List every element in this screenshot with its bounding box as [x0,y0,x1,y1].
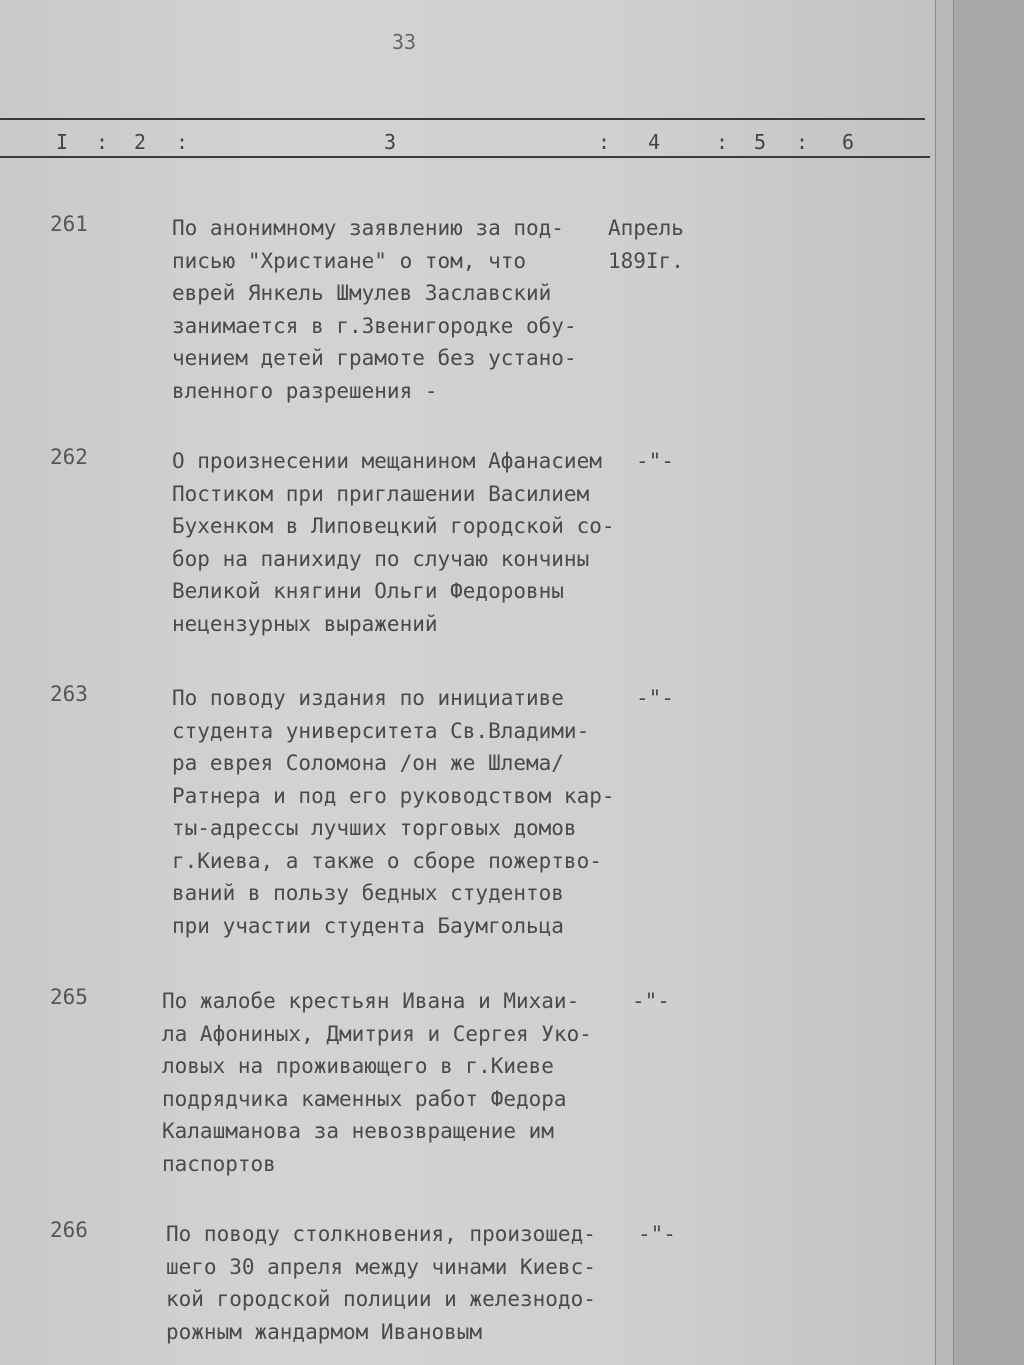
entry-number: 266 [50,1218,88,1242]
column-header-3: 3 [384,130,397,154]
column-separator: : [716,130,729,154]
entry-line: рожным жандармом Ивановым [166,1319,483,1344]
entry-date-line: -"- [636,686,674,710]
entry-line: Постиком при приглашении Василием [172,481,590,506]
column-header-2: 2 [134,130,147,154]
entry-number: 263 [50,682,88,706]
entry-description [166,1218,636,1348]
column-header-1: I [56,130,69,154]
entry-line: шего 30 апреля между чинами Киевс- [166,1254,596,1279]
entry-line: Бухенком в Липовецкий городской со- [172,514,615,538]
column-separator: : [176,130,189,154]
entry-line: О произнесении мещанином Афанасием [172,449,602,473]
header-top-rule [0,118,925,120]
entry-line: По жалобе крестьян Ивана и Михаи- [162,989,580,1013]
entry-description [162,985,632,1180]
entry-line: нецензурных выражений [172,611,438,636]
entry-line: Великой княгини Ольги Федоровны [172,579,564,603]
entry-line: ваний в пользу бедных студентов [172,881,564,905]
stacked-page-edge [935,0,954,1365]
column-separator: : [96,130,109,154]
entry-line: студента университета Св.Владими- [172,718,590,743]
header-bottom-rule [0,156,930,158]
entry-line: подрядчика каменных работ Федора [162,1086,567,1111]
entry-line: По поводу издания по инициативе [172,686,564,710]
entry-line: Калашманова за невозвращение им [162,1119,554,1143]
entry-date [638,1218,676,1251]
entry-number: 262 [50,445,88,469]
column-separator: : [598,130,611,154]
entry-description [172,682,642,942]
stacked-page-edge [953,0,1024,1365]
entry-date-line: -"- [632,989,670,1013]
page-number: 33 [392,30,417,54]
entry-date [636,682,674,715]
column-separator: : [796,130,809,154]
entry-date [632,985,670,1018]
entry-date-line: 189Iг. [608,248,684,273]
entry-line: ра еврея Соломона /он же Шлема/ [172,751,564,775]
column-header-4: 4 [648,130,661,154]
entry-line: ловых на проживающего в г.Киеве [162,1054,554,1078]
entry-line: паспортов [162,1151,276,1176]
entry-description [172,212,642,407]
entry-line: Ратнера и под его руководством кар- [172,783,615,808]
entry-line: г.Киева, а также о сборе пожертво- [172,848,602,873]
entry-line: еврей Янкель Шмулев Заславский [172,281,552,305]
entry-line: ла Афониных, Дмитрия и Сергея Уко- [162,1021,592,1046]
entry-line: кой городской полиции и железнодо- [166,1287,596,1311]
entry-description [172,445,642,640]
entry-number: 261 [50,212,88,236]
entry-date [608,212,684,277]
entry-line: По анонимному заявлению за под- [172,216,564,240]
entry-line: вленного разрешения - [172,378,438,403]
entry-date-line: -"- [638,1222,676,1246]
entry-date [636,445,674,478]
entry-line: ты-адрессы лучших торговых домов [172,816,577,840]
entry-line: По поводу столкновения, произошед- [166,1222,596,1246]
entry-date-line: -"- [636,449,674,473]
entry-date-line: Апрель [608,216,684,240]
column-header-6: 6 [842,130,855,154]
entry-line: чением детей грамоте без устано- [172,346,577,370]
entry-line: при участии студента Баумгольца [172,913,564,938]
entry-line: писью "Христиане" о том, что [172,248,527,273]
entry-line: бор на панихиду по случаю кончины [172,546,590,571]
entry-line: занимается в г.Звенигородке обу- [172,313,577,338]
column-header-5: 5 [754,130,767,154]
entry-number: 265 [50,985,88,1009]
